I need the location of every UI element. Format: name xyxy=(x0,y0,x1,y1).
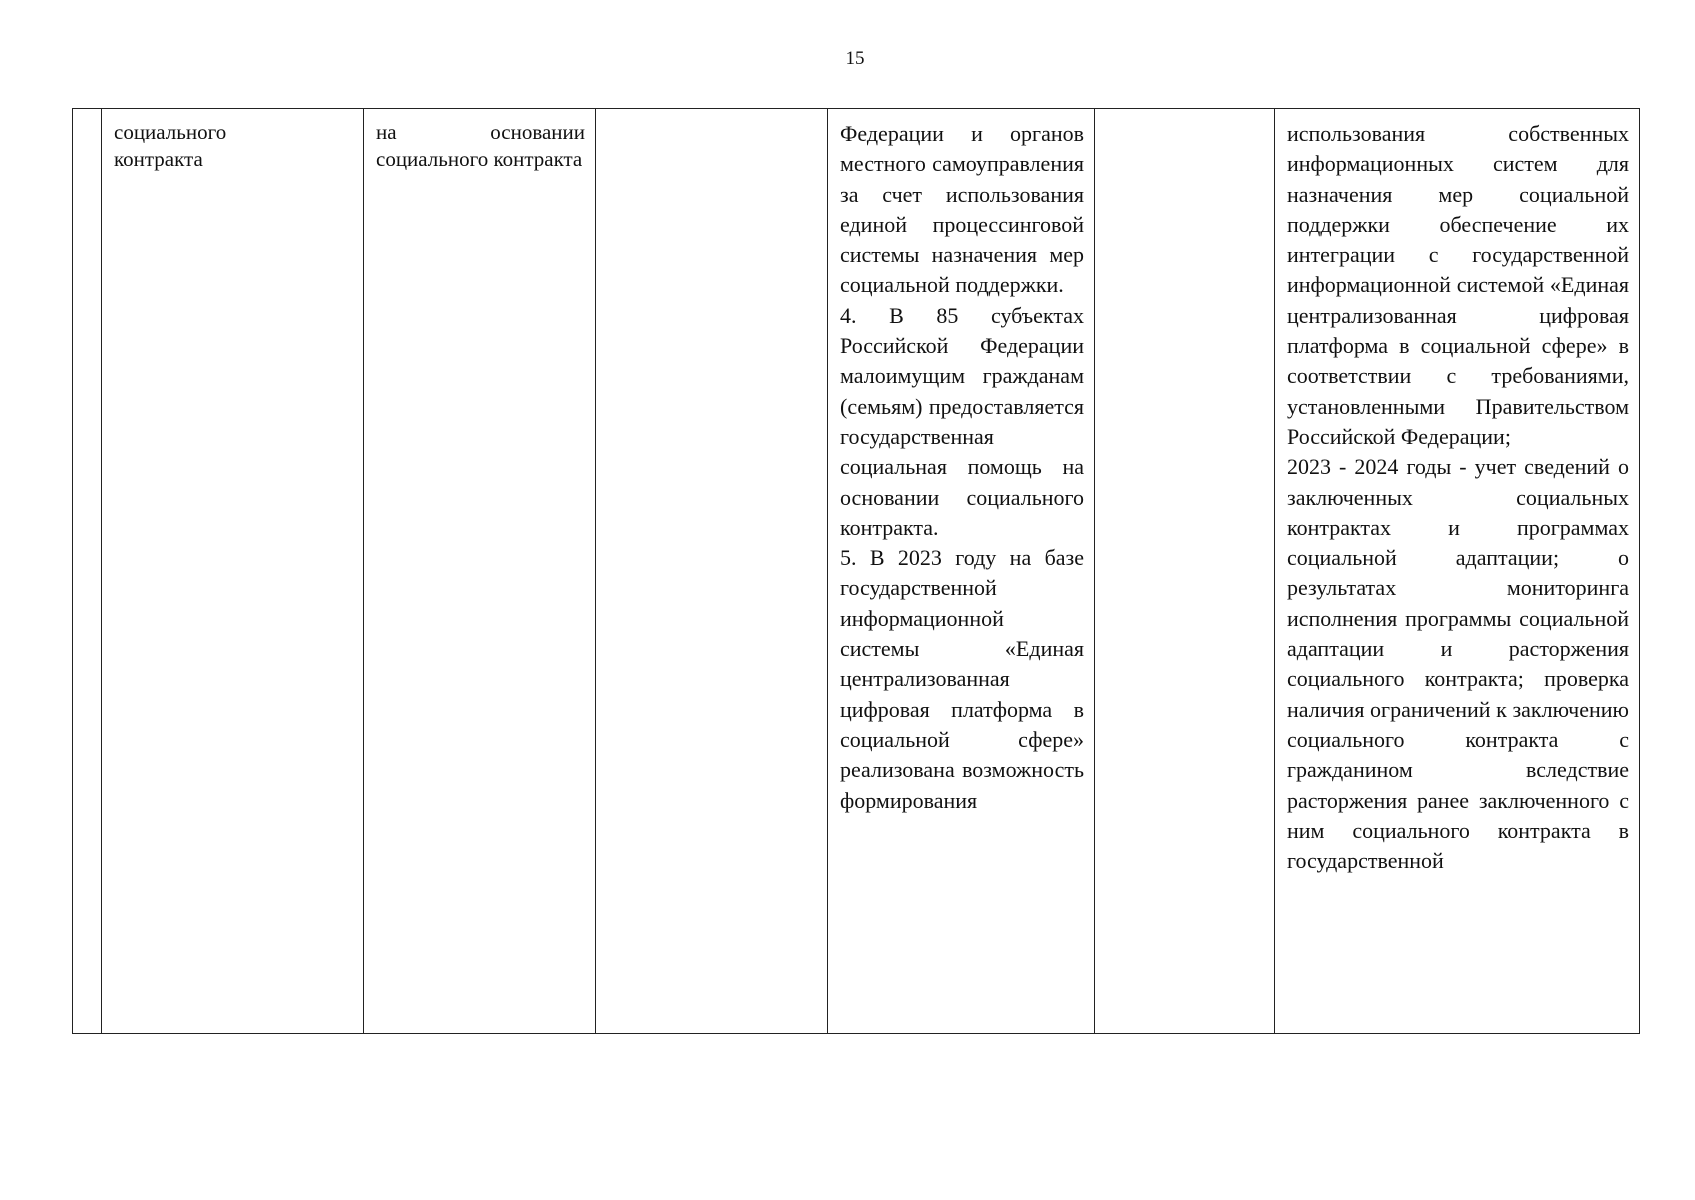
table-cell-requirements xyxy=(1275,109,1640,1034)
table-cell-results xyxy=(828,109,1095,1034)
table-cell-measure xyxy=(102,109,364,1034)
paragraph: 2023 - 2024 годы - учет сведений о заключенных социальных контрактах и программах социальной адаптации; о результатах мониторинга исполнения программы социальной адаптации и расторжения социального контракта; проверка наличия ограничений к заключению социального контракта с гражданином вследствие расторжения ранее заключенного с ним социального контракта в государственной xyxy=(1287,454,1629,874)
table-cell-basis xyxy=(364,109,596,1034)
cell-text-block xyxy=(840,119,1084,816)
paragraph: 4. В 85 субъектах Российской Федерации малоимущим гражданам (семьям) предоставляется государственная социальная помощь на основании социального контракта. xyxy=(840,302,1084,540)
cell-text-block xyxy=(1287,119,1629,876)
cell-text: социального контракта xyxy=(114,120,227,171)
paragraph: использования собственных информационных систем для назначения мер социальной поддержки обеспечение их интеграции с государственной информационной системой «Единая централизованная цифровая платформа в социальной сфере» в соответствии с требованиями, установленными Правительством Российской Федерации; xyxy=(1287,121,1629,449)
table-cell-empty-1 xyxy=(596,109,828,1034)
cell-text: на основании социального контракта xyxy=(376,120,585,171)
table-row xyxy=(73,109,1640,1034)
table-cell-empty-2 xyxy=(1095,109,1275,1034)
paragraph: 5. В 2023 году на базе государственной информационной системы «Единая централизованная цифровая платформа в социальной сфере» реализована возможность формирования xyxy=(840,545,1084,813)
table-cell-index xyxy=(73,109,102,1034)
content-table xyxy=(72,108,1640,1034)
page-number: 15 xyxy=(845,48,865,69)
paragraph: Федерации и органов местного самоуправления за счет использования единой процессинговой системы назначения мер социальной поддержки. xyxy=(840,121,1084,298)
